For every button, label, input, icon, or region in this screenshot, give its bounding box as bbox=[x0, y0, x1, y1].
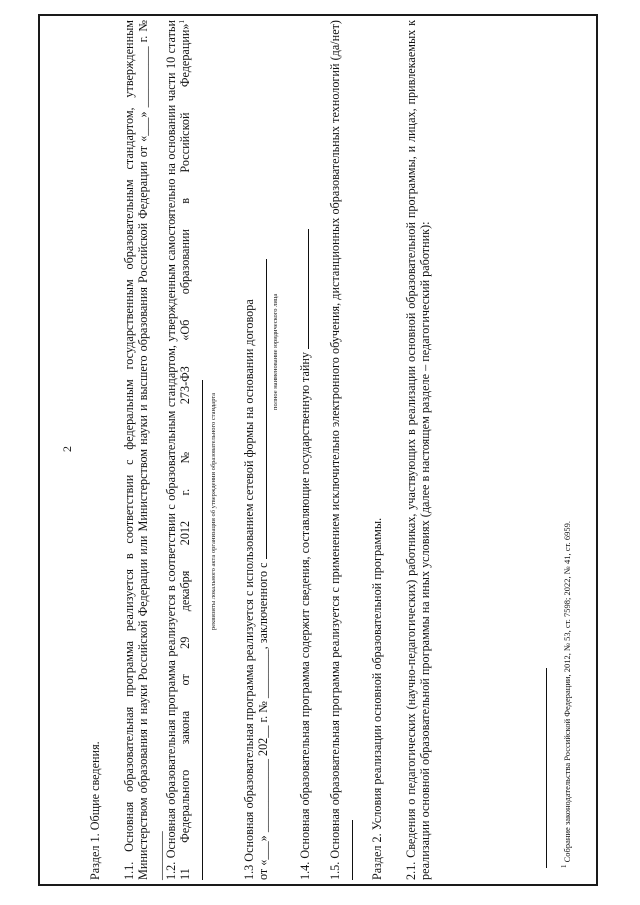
footnote bbox=[562, 521, 572, 868]
caption-1-3: полное наименование юридического лица bbox=[272, 293, 279, 410]
blank-line bbox=[192, 380, 203, 880]
footnote-ref: 1 bbox=[178, 20, 187, 24]
blank-line bbox=[256, 259, 267, 559]
section1-title: Раздел 1. Общие сведения. bbox=[88, 741, 102, 880]
paragraph-1-4-text: 1.4. Основная образовательная программа содержит сведения, составляющие государственную тайну bbox=[298, 351, 312, 880]
paragraph-1-2-text: 1.2. Основная образовательная программа реализуется в соответствии с образовательным стандартом, утвержденным самостоятельно на основании части 10 статьи 11 Федерального закона от 29 декабря 2012 г. № 273-ФЗ «Об образовании в Российской Федерации» bbox=[164, 20, 193, 880]
footnote-text: Собрание законодательства Российской Федерации, 2012, № 53, ст. 7598; 2022, № 41, ст. 6959. bbox=[562, 521, 572, 863]
blank-line bbox=[298, 229, 309, 349]
paragraph-1-5 bbox=[328, 20, 356, 880]
paragraph-1-3-text: от «___» ____________ 202__ г. № ________, заключенного с bbox=[256, 562, 270, 880]
footnote-divider bbox=[546, 668, 547, 868]
paragraph-1-5-text: 1.5. Основная образовательная программа реализуется с применением исключительно электронного обучения, дистанционных образовательных технологий (да/нет) bbox=[328, 20, 342, 880]
blank-line bbox=[342, 820, 353, 880]
caption-1-2: реквизиты локального акта организации об утверждении образовательного стандарта bbox=[210, 392, 217, 630]
footnote-number: 1 bbox=[560, 864, 569, 868]
paragraph-1-3-line2 bbox=[256, 20, 270, 880]
page-number: 2 bbox=[60, 446, 74, 452]
paragraph-1-1: 1.1. Основная образовательная программа реализуется в соответствии с федеральным государственным образовательным стандартом, утвержденным Министерством образования и науки Российской Федерации или Министерством науки и высшего образования Российской Федерации от «___» __________ г. № ________ bbox=[122, 20, 165, 880]
paragraph-2-1: 2.1. Сведения о педагогических (научно-педагогических) работниках, участвующих в реализации основной образовательной программы, и лицах, привлекаемых к реализации основной образовательной программы на иных условиях (далее в настоящем разделе – педагогический работник): bbox=[404, 20, 433, 880]
rotated-content bbox=[58, 20, 468, 880]
paragraph-1-2 bbox=[164, 20, 207, 880]
section2-title: Раздел 2. Условия реализации основной образовательной программы. bbox=[370, 517, 384, 880]
paragraph-1-3-line1: 1.3 Основная образовательная программа реализуется с использованием сетевой формы на основании договора bbox=[242, 299, 256, 880]
paragraph-1-4 bbox=[298, 20, 312, 880]
